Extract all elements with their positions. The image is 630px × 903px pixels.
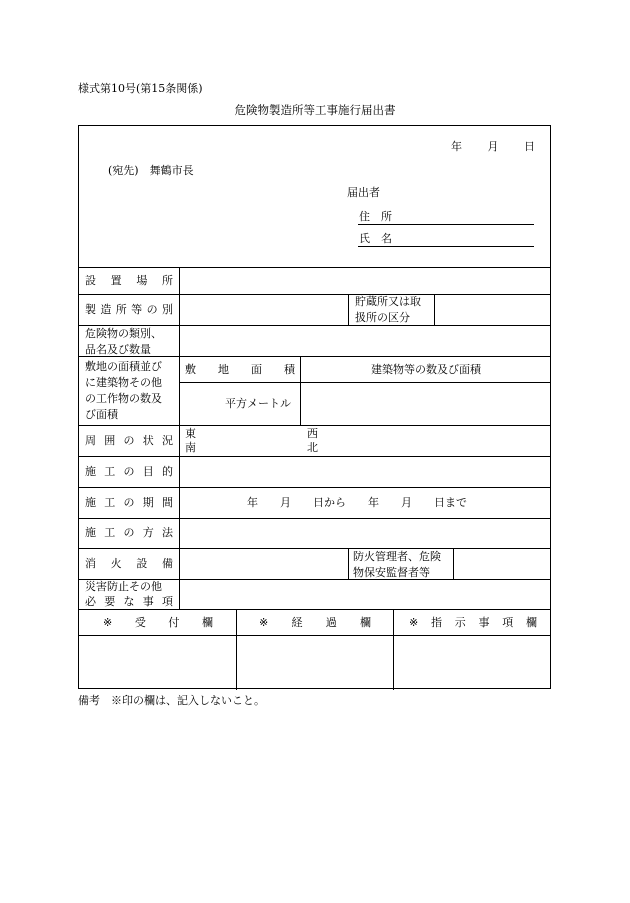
progress-header (259, 616, 371, 630)
label-char: 方 (142, 526, 154, 539)
hazmat-line2: 品名及び数量 (85, 343, 151, 356)
label-char: 的 (162, 465, 173, 478)
label-char: 別 (161, 303, 173, 316)
label-char: 等 (131, 303, 143, 316)
label-char: 周 (85, 434, 96, 447)
manager-label (353, 550, 441, 580)
label-char: 指 (430, 616, 442, 629)
area-line2: に建築物その他 (85, 376, 162, 389)
label-char: 工 (104, 496, 116, 509)
label-char: 欄 (525, 616, 537, 629)
label-char: 設 (85, 274, 96, 287)
label-char: 備 (161, 557, 173, 570)
date-year: 年 (451, 140, 462, 153)
label-char: 施 (85, 496, 96, 509)
method-label (85, 526, 173, 540)
buildings-label: 建築物等の数及び面積 (371, 363, 481, 376)
label-char: の (123, 465, 135, 478)
date-month: 月 (487, 140, 499, 153)
label-char: ※ (409, 616, 419, 629)
label-char: 法 (162, 526, 173, 539)
location-label (85, 274, 173, 288)
label-char: 必 (85, 595, 96, 608)
label-char: 事 (142, 595, 154, 608)
label-char: 欄 (359, 616, 371, 629)
facility-type-label (85, 303, 173, 317)
label-char: 経 (291, 616, 303, 629)
direction-south: 南 (185, 441, 196, 454)
disaster-line1: 災害防止その他 (85, 580, 162, 593)
label-char: 項 (502, 616, 514, 629)
fire-equipment-label (85, 557, 173, 571)
instructions-header (409, 616, 537, 630)
label-char: 地 (218, 363, 229, 376)
address-label: 住 所 (359, 210, 392, 223)
address-line (358, 224, 534, 225)
label-char: 工 (104, 526, 116, 539)
area-line1: 敷地の面積並び (85, 360, 162, 373)
unit-sqm: 平方メートル (225, 397, 291, 410)
label-char: 囲 (104, 434, 116, 447)
hazmat-label (85, 327, 162, 357)
area-line3: の工作物の数及 (85, 392, 162, 405)
label-char: 設 (136, 557, 148, 570)
storage-class-line1: 貯蔵所又は取 (355, 295, 421, 308)
label-char: 積 (284, 363, 295, 376)
addressee: (宛先) 舞鶴市長 (108, 164, 194, 177)
label-char: 付 (168, 616, 180, 629)
period-text: 年 月 日から 年 月 日まで (247, 496, 467, 509)
date-day: 日 (524, 140, 535, 153)
form-number: 様式第10号(第15条関係) (78, 82, 203, 95)
surroundings-label (85, 434, 173, 448)
label-char: 施 (85, 465, 96, 478)
label-char: 況 (162, 434, 173, 447)
storage-class-label (355, 295, 421, 325)
disaster-line2 (85, 595, 173, 609)
label-char: の (123, 434, 135, 447)
label-char: 項 (162, 595, 173, 608)
label-char: 欄 (202, 616, 213, 629)
label-char: 期 (142, 496, 154, 509)
label-char: 造 (100, 303, 112, 316)
manager-line1: 防火管理者、危険 (353, 550, 441, 563)
label-char: 間 (162, 496, 173, 509)
label-char: 示 (454, 616, 466, 629)
label-char: 製 (85, 303, 96, 316)
area-line4: び面積 (85, 408, 118, 421)
label-char: 消 (85, 557, 96, 570)
direction-east: 東 (185, 427, 196, 440)
label-char: ※ (259, 616, 269, 629)
label-char: 状 (142, 434, 154, 447)
hazmat-line1: 危険物の類別、 (85, 327, 162, 340)
label-char: の (123, 526, 135, 539)
label-char: 受 (134, 616, 146, 629)
storage-class-line2: 扱所の区分 (355, 311, 410, 324)
label-char: 過 (325, 616, 337, 629)
label-char: の (146, 303, 158, 316)
disaster-label (85, 580, 173, 609)
label-char: 事 (478, 616, 490, 629)
direction-north: 北 (307, 441, 318, 454)
document-title: 危険物製造所等工事施行届出書 (234, 103, 396, 117)
label-char: 所 (161, 274, 173, 287)
name-label: 氏 名 (359, 232, 392, 245)
label-char: 敷 (185, 363, 196, 376)
area-label (85, 359, 162, 423)
notifier-label: 届出者 (347, 186, 380, 199)
label-char: 施 (85, 526, 96, 539)
label-char: 要 (104, 595, 116, 608)
manager-line2: 物保安監督者等 (353, 566, 430, 579)
reception-header (103, 616, 213, 630)
label-char: の (123, 496, 135, 509)
label-char: な (123, 595, 135, 608)
date-line (451, 140, 535, 154)
label-char: 所 (115, 303, 127, 316)
label-char: 火 (110, 557, 122, 570)
label-char: 置 (110, 274, 122, 287)
label-char: ※ (103, 616, 113, 629)
site-area-label (185, 363, 295, 377)
label-char: 場 (136, 274, 148, 287)
direction-west: 西 (307, 427, 318, 440)
remarks: 備考 ※印の欄は、記入しないこと。 (78, 694, 265, 707)
label-char: 面 (251, 363, 262, 376)
label-char: 工 (104, 465, 116, 478)
form-table (78, 125, 551, 689)
label-char: 目 (142, 465, 154, 478)
purpose-label (85, 465, 173, 479)
name-line (358, 246, 534, 247)
period-label (85, 496, 173, 510)
